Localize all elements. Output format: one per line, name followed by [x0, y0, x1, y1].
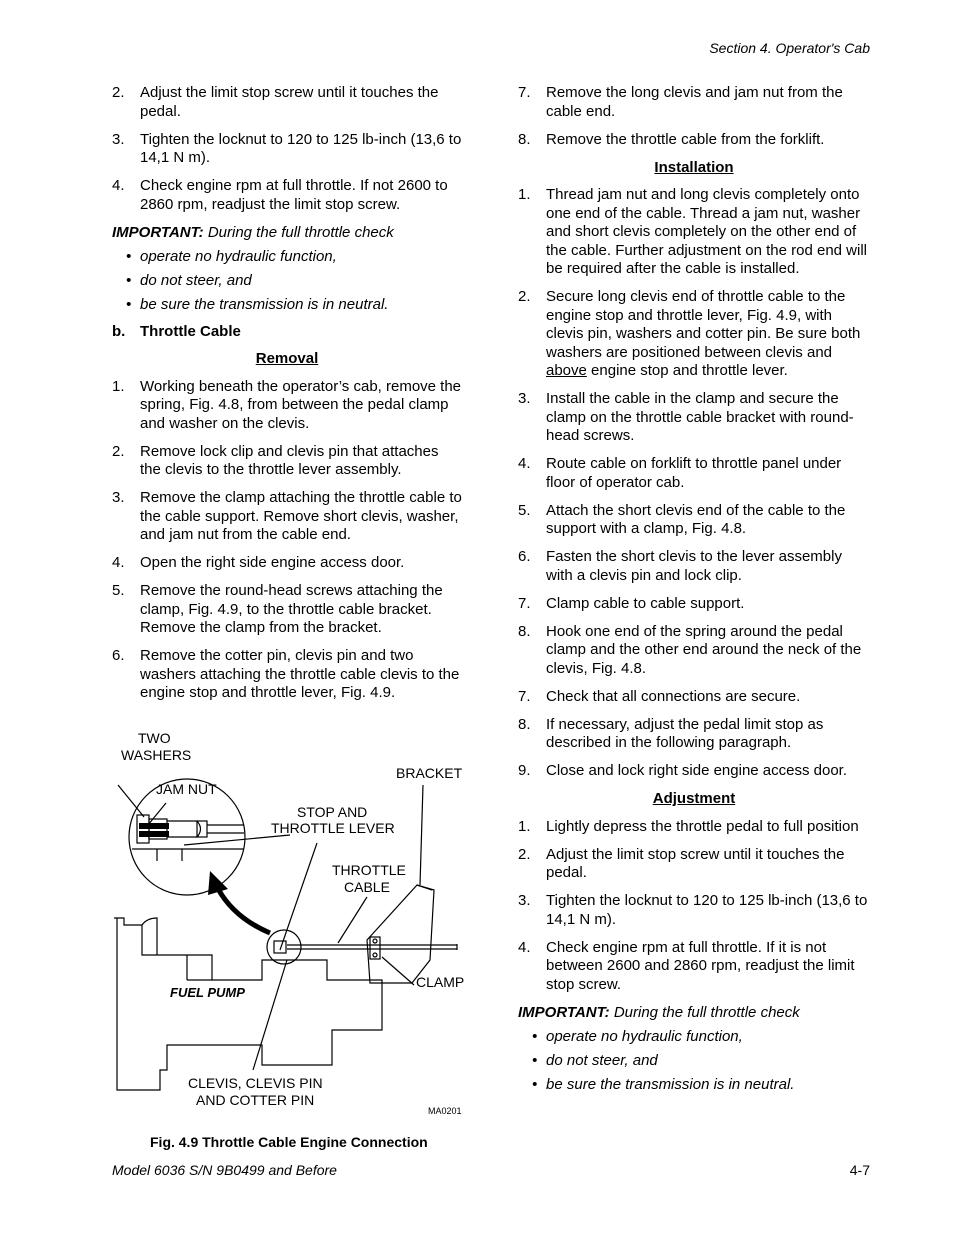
step-item: 4. Check engine rpm at full throttle. If it is not between 2600 and 2860 rpm, readjust the limit stop screw.	[518, 938, 855, 993]
step-item: 4. Check engine rpm at full throttle. If not 2600 to 2860 rpm, readjust the limit stop screw.	[112, 177, 448, 213]
label-stop-lever: THROTTLE LEVER	[271, 820, 395, 836]
step-item: 1. Lightly depress the throttle pedal to full position	[518, 817, 859, 835]
label-fuel-pump: FUEL PUMP	[170, 985, 245, 1000]
step-item: 1. Working beneath the operator’s cab, remove the spring, Fig. 4.8, from between the pedal clamp and washer on the clevis.	[112, 377, 462, 432]
section-header: Section 4. Operator's Cab	[709, 40, 870, 56]
bullet-item: • do not steer, and	[126, 272, 252, 289]
step-item: 6. Fasten the short clevis to the lever assembly with a clevis pin and lock clip.	[518, 548, 842, 584]
subsection-heading: b. Throttle Cable	[112, 322, 241, 340]
step-item: 8. Hook one end of the spring around the pedal clamp and the other end around the neck of the clevis, Fig. 4.8.	[518, 622, 862, 677]
label-two-washers: TWO	[138, 730, 171, 746]
label-throttle-cable: THROTTLE	[332, 862, 406, 878]
step-item: 2. Adjust the limit stop screw until it touches the pedal.	[112, 84, 439, 120]
page-number: 4-7	[849, 1162, 870, 1178]
left-column	[112, 84, 462, 712]
step-item: 4. Open the right side engine access door.	[112, 554, 405, 571]
label-clevis: CLEVIS, CLEVIS PIN	[188, 1075, 323, 1091]
installation-heading: Installation	[654, 158, 734, 176]
label-throttle-cable: CABLE	[344, 879, 390, 895]
step-item: 3. Tighten the locknut to 120 to 125 lb-inch (13,6 to 14,1 N m).	[112, 130, 462, 166]
step-item: 5. Attach the short clevis end of the cable to the support with a clamp, Fig. 4.8.	[518, 501, 846, 537]
bullet-item: • be sure the transmission is in neutral.	[532, 1076, 795, 1093]
bullet-item: • do not steer, and	[532, 1052, 658, 1069]
step-item: 3. Tighten the locknut to 120 to 125 lb-inch (13,6 to 14,1 N m).	[518, 892, 868, 928]
label-bracket: BRACKET	[396, 765, 463, 781]
label-stop-lever: STOP AND	[297, 804, 368, 820]
step-item: 4. Route cable on forklift to throttle panel under floor of operator cab.	[518, 455, 842, 491]
label-clamp: CLAMP	[416, 974, 465, 990]
bullet-item: • operate no hydraulic function,	[532, 1028, 743, 1045]
important-note: IMPORTANT: During the full throttle check	[112, 223, 394, 241]
step-item: 3. Install the cable in the clamp and secure the clamp on the throttle cable bracket with round-head screws.	[518, 390, 854, 444]
step-item: 7. Clamp cable to cable support.	[518, 594, 745, 612]
removal-heading: Removal	[255, 350, 319, 367]
figure-caption: Fig. 4.9 Throttle Cable Engine Connection	[150, 1134, 428, 1150]
bullet-item: • operate no hydraulic function,	[126, 248, 337, 265]
label-jam-nut: JAM NUT	[156, 781, 217, 797]
step-item: 2. Secure long clevis end of throttle cable to the engine stop and throttle lever, Fig. 4.9, with clevis pin, washers and cotter pin. Be sure both washers are positioned between clevis and above engine stop and throttle lever.	[518, 288, 861, 379]
step-item: 7. Remove the long clevis and jam nut from the cable end.	[518, 84, 843, 120]
step-item: 8. If necessary, adjust the pedal limit stop as described in the following paragraph.	[518, 715, 824, 751]
figure-code: MA0201	[428, 1106, 462, 1116]
step-item: 2. Remove lock clip and clevis pin that attaches the clevis to the throttle lever assembly.	[112, 442, 439, 478]
label-clevis: AND COTTER PIN	[196, 1092, 315, 1108]
step-item: 5. Remove the round-head screws attaching the clamp, Fig. 4.9, to the throttle cable bracket. Remove the clamp from the bracket.	[112, 582, 443, 636]
bullet-item: • be sure the transmission is in neutral.	[126, 296, 389, 313]
step-item: 1. Thread jam nut and long clevis completely onto one end of the cable. Thread a jam nut, washer and short clevis completely on the other end of the cable. Further adjustment on the rod end will be required after the cable is installed.	[518, 186, 868, 277]
step-item: 8. Remove the throttle cable from the forklift.	[518, 130, 825, 148]
adjustment-heading: Adjustment	[652, 790, 736, 807]
step-item: 3. Remove the clamp attaching the throttle cable to the cable support. Remove short clevis, washer, and jam nut from the cable end.	[112, 489, 462, 543]
step-item: 7. Check that all connections are secure.	[518, 687, 801, 705]
step-item: 2. Adjust the limit stop screw until it touches the pedal.	[518, 845, 845, 881]
throttle-cable-figure	[112, 725, 472, 1135]
right-column	[518, 84, 870, 1100]
step-item: 6. Remove the cotter pin, clevis pin and two washers attaching the throttle cable clevis to the engine stop and throttle lever, Fig. 4.9.	[112, 647, 460, 701]
important-note: IMPORTANT: During the full throttle check	[518, 1003, 800, 1021]
label-two-washers: WASHERS	[121, 747, 192, 763]
footer-model: Model 6036 S/N 9B0499 and Before	[112, 1162, 337, 1178]
step-item: 9. Close and lock right side engine access door.	[518, 762, 848, 779]
